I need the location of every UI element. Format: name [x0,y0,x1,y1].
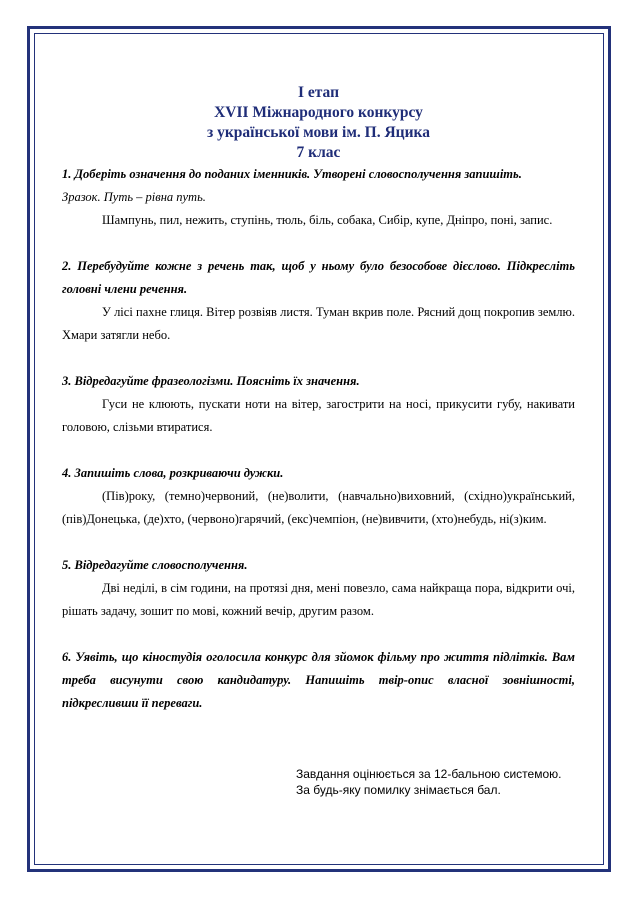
task-2 [62,255,575,347]
document-header [62,83,575,163]
grading-line-2: За будь-яку помилку знімається бал. [296,783,501,797]
task-body: Гуси не клюють, пускати ноти на вітер, загострити на носі, прикусити губу, накивати головою, слізьми втиратися. [62,397,575,434]
task-title: 3. Відредагуйте фразеологізми. Поясніть їх значення. [62,374,360,388]
grading-note [296,766,561,798]
task-title: 6. Уявіть, що кіностудія оголосила конкурс для зйомок фільму про життя підлітків. Вам треба висунути свою кандидатуру. Напишіть твір-опис власної зовнішності, підкресливши її переваги. [62,650,575,710]
task-body: Дві неділі, в сім години, на протязі дня, мені повезло, сама найкраща пора, відкрити очі, рішать задачу, зошит по мові, кожний вечір, другим разом. [62,581,575,618]
task-body: У лісі пахне глиця. Вітер розвіяв листя. Туман вкрив поле. Рясний дощ покропив землю. Хмари затягли небо. [62,305,575,342]
stage-title: І етап [297,84,340,101]
task-title: 1. Доберіть означення до поданих іменників. Утворені словосполучення запишіть. [62,167,522,181]
task-title: 2. Перебудуйте кожне з речень так, щоб у ньому було безособове дієслово. Підкресліть головні члени речення. [62,259,575,296]
task-3 [62,370,575,439]
grading-line-1: Завдання оцінюється за 12-бальною системою. [296,767,562,781]
document-page [62,83,575,715]
task-title: 4. Запишіть слова, розкриваючи дужки. [62,466,284,480]
task-5 [62,554,575,623]
contest-subtitle: з української мови ім. П. Яцика [207,124,430,141]
task-body: Шампунь, пил, нежить, ступінь, тюль, біль, собака, Сибір, купе, Дніпро, поні, запис. [102,213,553,227]
task-example: Зразок. Путь – рівна путь. [62,190,206,204]
task-1 [62,163,575,232]
task-body: (Пів)року, (темно)червоний, (не)волити, (навчально)виховний, (східно)український, (пів)Донецька, (де)хто, (червоно)гарячий, (екс)чемпіон, (не)вивчити, (хто)небудь, ні(з)ким. [62,489,575,526]
task-4 [62,462,575,531]
task-6 [62,646,575,715]
task-title: 5. Відредагуйте словосполучення. [62,558,248,572]
contest-title: XVII Міжнародного конкурсу [214,104,423,121]
grade-title: 7 клас [296,144,341,161]
